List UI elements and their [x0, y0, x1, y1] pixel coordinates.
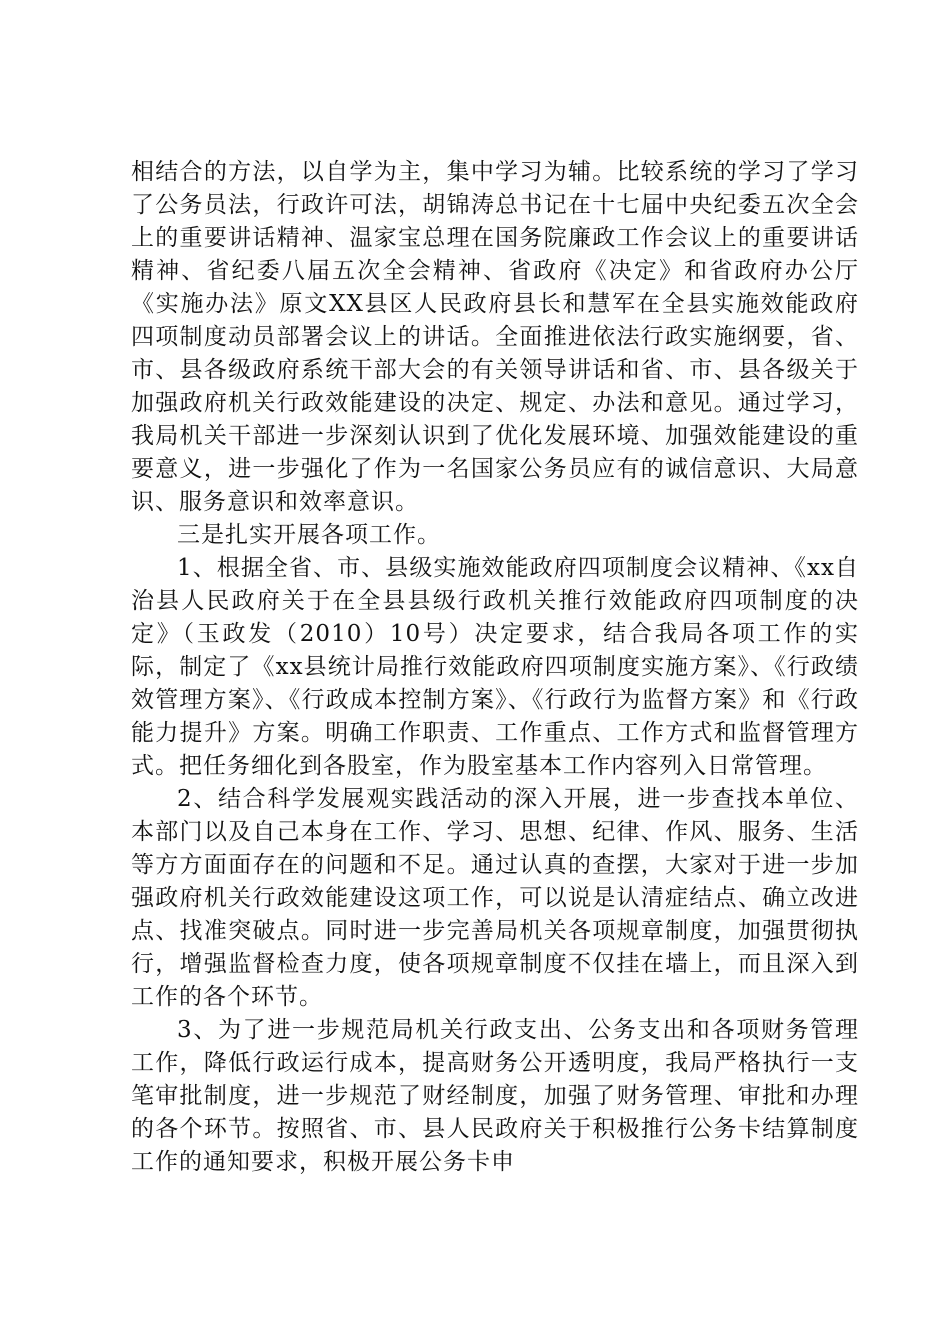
- paragraph-section-heading: 三是扎实开展各项工作。: [177, 522, 441, 548]
- paragraph-item-1: 1、根据全省、市、县级实施效能政府四项制度会议精神、《xx自治县人民政府关于在全县县级行政机关推行效能政府四项制度的决定》（玉政发（2010）10号）决定要求，结合我局各项工作的实际，制定了《xx县统计局推行效能政府四项制度实施方案》、《行政绩效管理方案》、《行政成本控制方案》、《行政行为监督方案》和《行政能力提升》方案。明确工作职责、工作重点、工作方式和监督管理方式。把任务细化到各股室，作为股室基本工作内容列入日常管理。: [131, 555, 859, 779]
- document-body: [131, 156, 859, 1179]
- paragraph-item-2: 2、结合科学发展观实践活动的深入开展，进一步查找本单位、本部门以及自己本身在工作、学习、思想、纪律、作风、服务、生活等方方面面存在的问题和不足。通过认真的查摆，大家对于进一步加强政府机关行政效能建设这项工作，可以说是认清症结点、确立改进点、找准突破点。同时进一步完善局机关各项规章制度，加强贯彻执行，增强监督检查力度，使各项规章制度不仅挂在墙上，而且深入到工作的各个环节。: [131, 786, 859, 1010]
- paragraph-item-3: 3、为了进一步规范局机关行政支出、公务支出和各项财务管理工作，降低行政运行成本，提高财务公开透明度，我局严格执行一支笔审批制度，进一步规范了财经制度，加强了财务管理、审批和办理的各个环节。按照省、市、县人民政府关于积极推行公务卡结算制度工作的通知要求，积极开展公务卡申: [131, 1017, 859, 1175]
- paragraph-study-method: 相结合的方法，以自学为主，集中学习为辅。比较系统的学习了学习了公务员法，行政许可法，胡锦涛总书记在十七届中央纪委五次全会上的重要讲话精神、温家宝总理在国务院廉政工作会议上的重要讲话精神、省纪委八届五次全会精神、省政府《决定》和省政府办公厅《实施办法》原文XX县区人民政府县长和慧军在全县实施效能政府四项制度动员部署会议上的讲话。全面推进依法行政实施纲要，省、市、县各级政府系统干部大会的有关领导讲话和省、市、县各级关于加强政府机关行政效能建设的决定、规定、办法和意见。通过学习，我局机关干部进一步深刻认识到了优化发展环境、加强效能建设的重要意义，进一步强化了作为一名国家公务员应有的诚信意识、大局意识、服务意识和效率意识。: [131, 159, 859, 515]
